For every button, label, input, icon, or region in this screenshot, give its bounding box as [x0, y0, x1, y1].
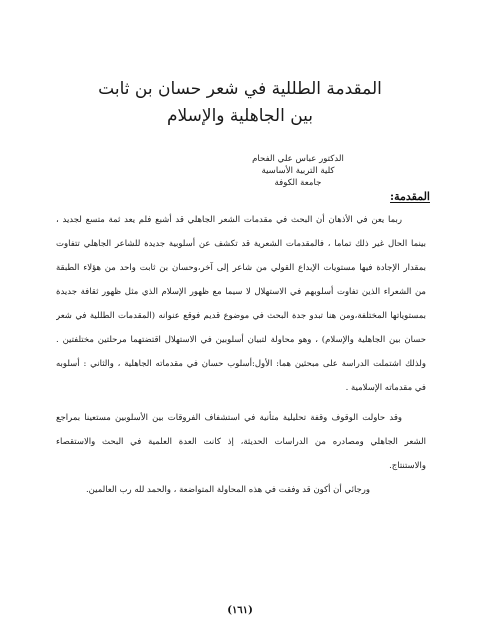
body-line: بينما الحال غير ذلك تماما ، فالمقدمات الشعرية قد تكشف عن أسلوبية جديدة للشاعر الجاهلي تتفاوت [56, 239, 426, 249]
page-number: (١٦١) [227, 605, 253, 616]
body-line: حسان بين الجاهلية والإسلام) ، وهو محاولة لتبيان أسلوبين في الاستهلال اقتضتهما مرحلتين مختلفتين . [56, 335, 426, 345]
body-line: الشعر الجاهلي ومصادره من الدراسات الحديثة، إذ كانت العدة العلمية في البحث والاستقصاء [56, 437, 426, 447]
body-line: في مقدماته الإسلامية . [345, 383, 426, 393]
author-name: الدكتور عباس علي الفحام [252, 154, 344, 164]
body-text [56, 208, 426, 502]
body-line: وقد حاولت الوقوف وقفة تحليلية متأنية في استشفاف الفروقات بين الأسلوبين مستعينا بمراجع [56, 413, 402, 423]
body-line: ورجائي أن أكون قد وفقت في هذه المحاولة المتواضعة ، والحمد لله رب العالمين. [85, 485, 370, 495]
body-line: ربما يعن في الأذهان أن البحث في مقدمات الشعر الجاهلي قد أشبع فلم يعد ثمة متسع لجديد ، [56, 215, 402, 225]
body-line: بمقدار الإجادة فيها مستويات الإبداع القولي من شاعر إلى آخر،وحسان بن ثابت واحد من هؤلاء الطبقة [56, 263, 426, 273]
author-college: كلية التربية الأساسية [261, 166, 335, 176]
body-line: ولذلك اشتملت الدراسة على مبحثين هما: الأول:أسلوب حسان في مقدماته الجاهلية ، والثاني : أسلوبه [56, 359, 426, 369]
section-heading: المقدمة: [390, 190, 430, 203]
body-line: والاستنتاج. [389, 461, 426, 471]
title-line-2: بين الجاهلية والإسلام [166, 106, 314, 126]
body-line: بمستوياتها المختلفة،ومن هنا تبدو جدة البحث في موضوع قديم فوقع عنوانه (المقدمات الطللية في شعر [56, 311, 426, 321]
author-block [250, 153, 346, 189]
body-line: من الشعراء الذين تفاوت أسلوبهم في الاستهلال لا سيما مع ظهور الإسلام الذي مثل ظهور ثقافة جديدة [56, 287, 426, 297]
author-university: جامعة الكوفة [274, 178, 322, 188]
paper-title [40, 76, 440, 130]
title-line-1: المقدمة الطللية في شعر حسان بن ثابت [98, 79, 382, 99]
